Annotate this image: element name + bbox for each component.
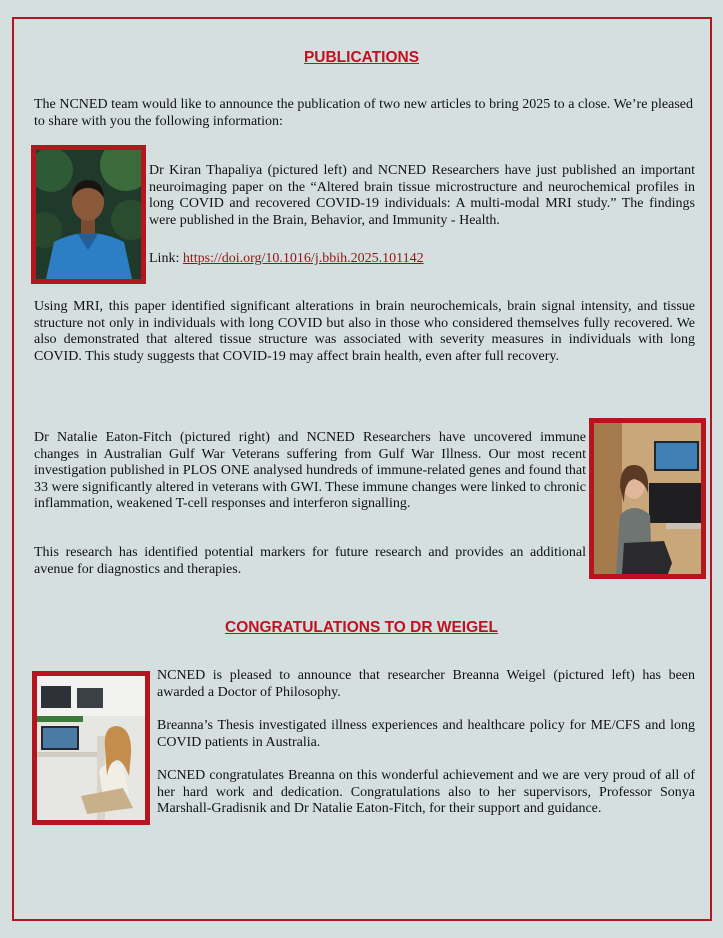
- article1-text: Dr Kiran Thapaliya (pictured left) and NCNED Researchers have just published an important neuroimaging paper on the “Altered brain tissue microstructure and neurochemical profiles in long COVID and recovered COVID-19 individuals: A multi-modal MRI study.” The findings were published in the Brain, Behavior, and Immunity - Health.: [149, 163, 695, 228]
- article1-doi-link[interactable]: https://doi.org/10.1016/j.bbih.2025.101142: [182, 251, 424, 266]
- congratulations-heading: CONGRATULATIONS TO DR WEIGEL: [225, 619, 498, 636]
- natalie-eaton-fitch-photo: [589, 418, 706, 579]
- congrats-paragraph-1: NCNED is pleased to announce that researcher Breanna Weigel (pictured left) has been awarded a Doctor of Philosophy.: [157, 668, 695, 700]
- breanna-weigel-photo: [32, 671, 150, 825]
- article2-summary: This research has identified potential markers for future research and provides an additional avenue for diagnostics and therapies.: [34, 545, 586, 577]
- congrats-paragraph-3: NCNED congratulates Breanna on this wonderful achievement and we are very proud of all of her hard work and dedication. Congratulations also to her supervisors, Professor Sonya Marshall-Gradisnik and Dr Natalie Eaton-Fitch, for their support and guidance.: [157, 768, 695, 816]
- congrats-paragraph-2: Breanna’s Thesis investigated illness experiences and healthcare policy for ME/CFS and long COVID patients in Australia.: [157, 718, 695, 750]
- article1-link-label: Link:: [149, 251, 183, 266]
- publications-intro: The NCNED team would like to announce the publication of two new articles to bring 2025 to a close. We’re pleased to share with you the following information:: [34, 97, 693, 129]
- publications-heading: PUBLICATIONS: [303, 49, 420, 66]
- kiran-thapaliya-photo: [31, 145, 146, 284]
- article1-link-line: [149, 251, 695, 268]
- article1-summary: Using MRI, this paper identified significant alterations in brain neurochemicals, brain signal intensity, and tissue structure not only in individuals with long COVID but also in those who considered themselves fully recovered. We also demonstrated that altered tissue structure was associated with severity measures in individuals with long COVID. This study suggests that COVID-19 may affect brain health, even after full recovery.: [34, 299, 695, 364]
- article2-text: Dr Natalie Eaton-Fitch (pictured right) and NCNED Researchers have uncovered immune changes in Australian Gulf War Veterans suffering from Gulf War Illness. Our most recent investigation published in PLOS ONE analysed hundreds of immune-related genes and found that 33 were significantly altered in veterans with GWI. These immune changes were linked to chronic inflammation, weakened T-cell responses and interferon signalling.: [34, 430, 586, 511]
